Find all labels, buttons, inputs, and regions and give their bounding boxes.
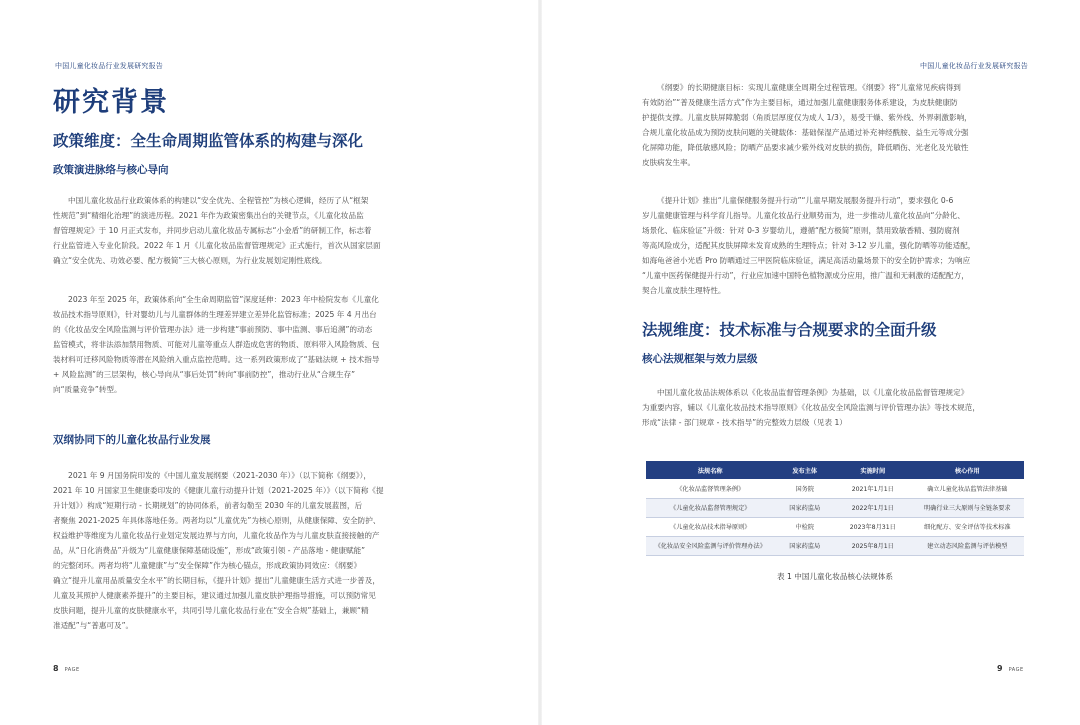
- text-line: 行业监管进入专业化阶段。2022 年 1 月《儿童化妆品监督管理规定》正式施行，首次从国家层面: [53, 241, 381, 250]
- table-cell: 《化妆品安全风险监测与评价管理办法》: [646, 536, 775, 555]
- text-line: 权益维护等维度为儿童化妆品行业划定发展边界与方向，儿童化妆品作为与儿童皮肤直接接触的产: [53, 531, 380, 540]
- table-caption: 表 1 中国儿童化妆品核心法规体系: [777, 572, 893, 581]
- running-header: 中国儿童化妆品行业发展研究报告: [55, 62, 163, 70]
- subtitle-dual-outline: 双纲协同下的儿童化妆品行业发展: [53, 434, 211, 446]
- table-header-row: [646, 461, 1024, 479]
- text-line: 者聚焦 2021-2025 年具体落地任务。两者均以“儿童优先”为核心原则，从健康保障、安全防护、: [53, 516, 381, 525]
- text-line: 性规范”到“精细化治理”的演进历程。2021 年作为政策密集出台的关键节点，《儿童化妆品监: [53, 211, 364, 220]
- text-line: 《纲要》的长期健康目标：实现儿童健康全周期全过程管理。《纲要》将“儿童常见疾病得到: [657, 83, 961, 92]
- text-line: “儿童中医药保健提升行动”，行业应加速中国特色植物源成分应用，推广温和无刺激的适配配方，: [642, 271, 969, 280]
- text-line: 确立“提升儿童用品质量安全水平”的长期目标，《提升计划》提出“儿童健康生活方式进一步普及，: [53, 576, 380, 585]
- text-line: 契合儿童皮肤生理特性。: [642, 286, 726, 295]
- table-cell: 2021年1月1日: [835, 479, 911, 498]
- text-line: 等高风险成分，适配其皮肤屏障未发育成熟的生理特点；针对 3-12 岁儿童，强化防晒等功能适配，: [642, 241, 976, 250]
- page-number: 8: [53, 664, 59, 673]
- table-header-cell: 发布主体: [775, 461, 835, 479]
- text-line: 确立“安全优先、功效必要、配方极简”三大核心原则，为行业发展划定刚性底线。: [53, 256, 327, 265]
- table-cell: 《儿童化妆品监督管理规定》: [646, 498, 775, 517]
- section-title-policy: 政策维度：全生命周期监管体系的构建与深化: [53, 132, 364, 150]
- table-cell: 建立动态风险监测与评估模型: [911, 536, 1024, 555]
- subtitle-policy-evolution: 政策演进脉络与核心导向: [53, 164, 169, 176]
- table-cell: 《儿童化妆品技术指导原则》: [646, 517, 775, 536]
- text-line: 中国儿童化妆品法规体系以《化妆品监督管理条例》为基础，以《儿童化妆品监督管理规定》: [657, 388, 969, 397]
- table-cell: 《化妆品监督管理条例》: [646, 479, 775, 498]
- table-cell: 确立儿童化妆品监管法律基础: [911, 479, 1024, 498]
- table-cell: 细化配方、安全评估等技术标准: [911, 517, 1024, 536]
- text-line: 有效防治”“普及健康生活方式”作为主要目标，通过加强儿童健康服务体系建设，为皮肤健康防: [642, 98, 958, 107]
- paragraph-outline-goals: [642, 80, 1032, 170]
- text-line: 品，从“日化消费品”升级为“儿童健康保障基础设施”，形成“政策引领 - 产品落地 - 健康赋能”: [53, 546, 366, 555]
- paragraph-dual-outline: [53, 468, 485, 633]
- table-header-cell: 核心作用: [911, 461, 1024, 479]
- page-number: 9: [997, 664, 1003, 673]
- table-row: [646, 498, 1024, 517]
- page-word: PAGE: [1008, 667, 1024, 673]
- table-row: [646, 479, 1024, 498]
- text-line: 准适配”与“普惠可及”。: [53, 621, 134, 630]
- left-page: [0, 0, 538, 725]
- text-line: 2021 年 9 月国务院印发的《中国儿童发展纲要（2021-2030 年）》（以下简称《纲要》），: [68, 471, 371, 480]
- paragraph-policy-evolution: [53, 193, 485, 268]
- section-title-regulation: 法规维度：技术标准与合规要求的全面升级: [642, 321, 937, 339]
- table-header-cell: 法规名称: [646, 461, 775, 479]
- text-line: 向“质量竞争”转型。: [53, 385, 122, 394]
- table-row: [646, 536, 1024, 555]
- text-line: 如海龟爸爸小光盾 Pro 防晒通过三甲医院临床验证，满足高活动量场景下的安全防护需求；为响应: [642, 256, 971, 265]
- text-line: 皮肤问题，提升儿童的皮肤健康水平，共同引导儿童化妆品行业在“安全合规”基础上，兼顾“精: [53, 606, 369, 615]
- text-line: 《提升计划》推出“儿童保健服务提升行动”“儿童早期发展服务提升行动”，要求强化 0-6: [657, 196, 954, 205]
- table-cell: 2023年8月31日: [835, 517, 911, 536]
- text-line: + 风险监测”的三层架构，核心导向从“事后处罚”转向“事前防控”，推动行业从“合规生存”: [53, 370, 356, 379]
- text-line: 监管模式，将非法添加禁用物质、可能对儿童等重点人群造成危害的物质、原料带入风险物质、包: [53, 340, 380, 349]
- text-line: 为重要内容，辅以《儿童化妆品技术指导原则》《化妆品安全风险监测与评价管理办法》等技术规范，: [642, 403, 980, 412]
- text-line: 的《化妆品安全风险监测与评价管理办法》进一步构建“事前预防、事中监测、事后追溯”的动态: [53, 325, 373, 334]
- text-line: 妆品技术指导原则》，针对婴幼儿与儿童群体的生理差异建立差异化监管标准；2025 年 4 月出台: [53, 310, 377, 319]
- text-line: 升计划》）构成“短期行动 - 长期规划”的协同体系，前者勾勒至 2030 年的儿童发展蓝图，后: [53, 501, 363, 510]
- table-cell: 明确行业三大原则与全链条要求: [911, 498, 1024, 517]
- right-page: [542, 0, 1080, 725]
- page-footer: [53, 664, 80, 673]
- text-line: 化屏障功能，降低敏感风险；防晒产品要求减少紫外线对皮肤的损伤，降低晒伤、光老化及光敏性: [642, 143, 969, 152]
- text-line: 形成“法律 - 部门规章 - 技术指导”的完整效力层级（见表 1）: [642, 418, 847, 427]
- text-line: 的完整闭环。两者均将“儿童健康”与“安全保障”作为核心锚点，形成政策协同效应：《纲要》: [53, 561, 362, 570]
- table-cell: 国务院: [775, 479, 835, 498]
- text-line: 督管理规定》于 10 月正式发布，并同步启动儿童化妆品专属标志“小金盾”的研制工作，标志着: [53, 226, 372, 235]
- text-line: 皮肤病发生率。: [642, 158, 696, 167]
- text-line: 场景化、临床验证”升级：针对 0-3 岁婴幼儿，遵循“配方极简”原则，禁用致敏香精、强防腐剂: [642, 226, 960, 235]
- text-line: 岁儿童健康管理与科学育儿指导。儿童化妆品行业顺势而为，进一步推动儿童化妆品向“分龄化、: [642, 211, 965, 220]
- subtitle-regulation-framework: 核心法规框架与效力层级: [642, 353, 758, 365]
- table-cell: 中检院: [775, 517, 835, 536]
- page-word: PAGE: [64, 667, 80, 673]
- paragraph-lifecycle-regulation: [53, 292, 485, 397]
- text-line: 2021 年 10 月国家卫生健康委印发的《健康儿童行动提升计划（2021-2025 年）》（以下简称《提: [53, 486, 384, 495]
- running-header: 中国儿童化妆品行业发展研究报告: [920, 62, 1028, 70]
- page-title: 研究背景: [53, 87, 169, 118]
- table-row: [646, 517, 1024, 536]
- table-cell: 国家药监局: [775, 536, 835, 555]
- table-header-cell: 实施时间: [835, 461, 911, 479]
- text-line: 儿童及其照护人健康素养提升”的主要目标，建议通过加强儿童皮肤护理指导措施，可以预防常见: [53, 591, 376, 600]
- page-footer: [997, 664, 1024, 673]
- text-line: 合规儿童化妆品成为预防皮肤问题的关键载体：基础保湿产品通过补充神经酰胺、益生元等成分强: [642, 128, 969, 137]
- text-line: 2023 年至 2025 年，政策体系向“全生命周期监管”深度延伸：2023 年中检院发布《儿童化: [68, 295, 379, 304]
- table-cell: 国家药监局: [775, 498, 835, 517]
- table-cell: 2025年8月1日: [835, 536, 911, 555]
- text-line: 装材料可迁移风险物质等潜在风险纳入重点监控范畴。这一系列政策形成了“基础法规 + 技术指导: [53, 355, 380, 364]
- paragraph-improvement-plan: [642, 193, 1032, 298]
- text-line: 护提供支撑。儿童皮肤屏障脆弱（角质层厚度仅为成人 1/3），易受干燥、紫外线、外界刺激影响，: [642, 113, 972, 122]
- regulations-table: [646, 461, 1024, 556]
- paragraph-regulation-framework: [642, 385, 1032, 430]
- text-line: 中国儿童化妆品行业政策体系的构建以“安全优先、全程管控”为核心逻辑，经历了从“框架: [68, 196, 369, 205]
- table-cell: 2022年1月1日: [835, 498, 911, 517]
